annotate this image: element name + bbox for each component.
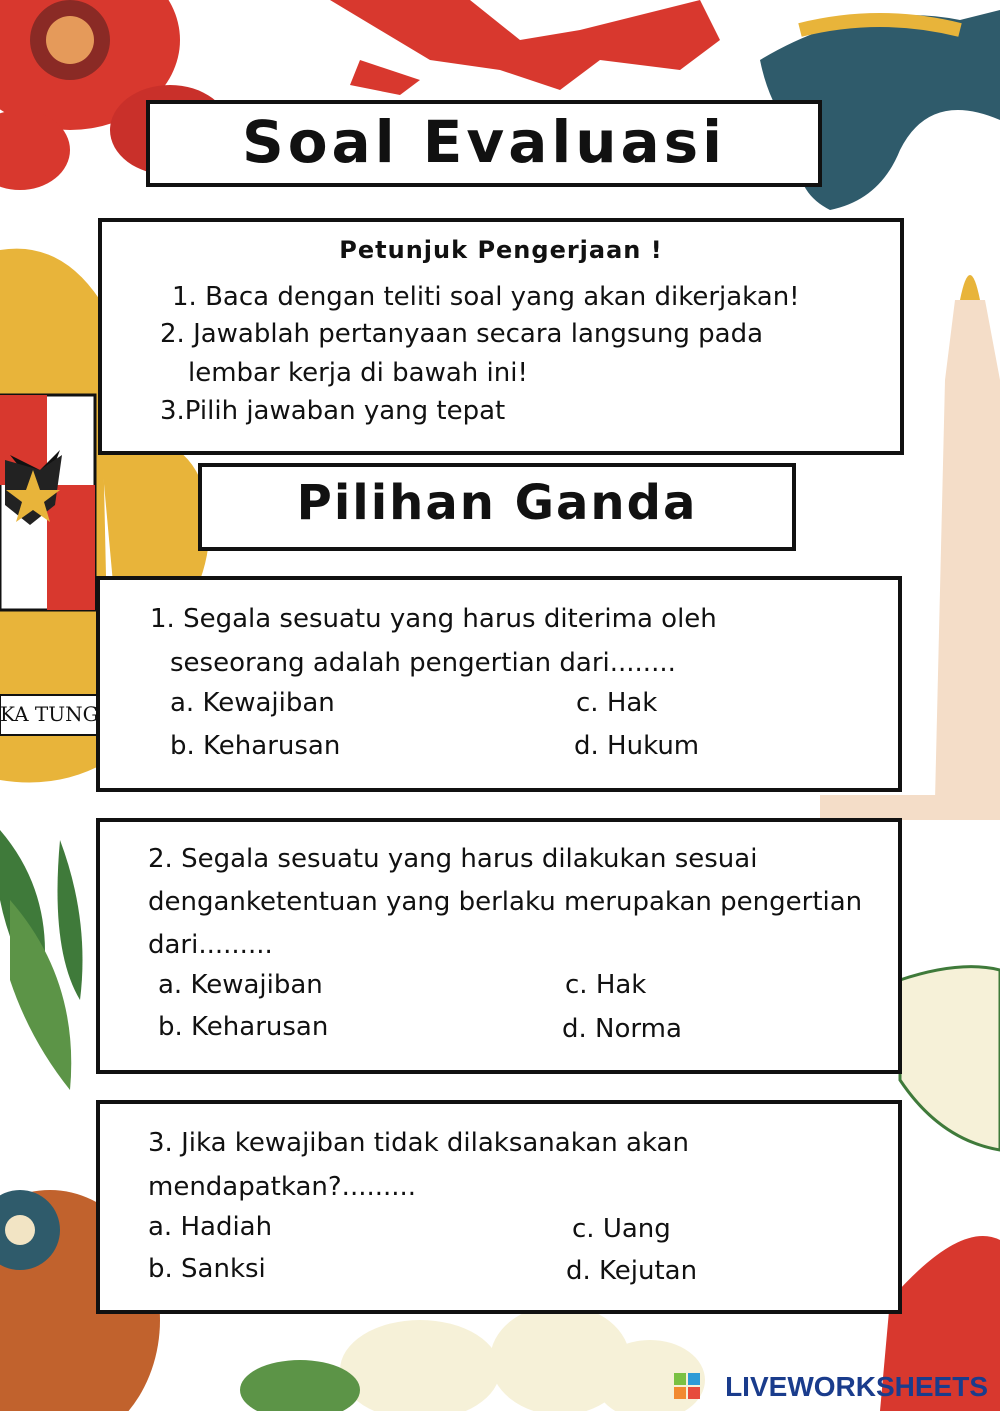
indonesia-map-icon [330, 0, 720, 95]
question-1-line-2: seseorang adalah pengertian dari........ [170, 648, 676, 678]
instruction-item-3: 3.Pilih jawaban yang tepat [160, 396, 506, 426]
page-title: Soal Evaluasi [241, 108, 727, 176]
question-3-option-c[interactable]: c. Uang [572, 1214, 671, 1244]
coat-of-arms-ribbon-text: KA TUNG [0, 702, 99, 726]
question-1-option-b[interactable]: b. Keharusan [170, 731, 341, 761]
section-title-box [198, 463, 796, 551]
instruction-item-2: 2. Jawablah pertanyaan secara langsung pada [160, 319, 764, 349]
instructions-box [98, 218, 904, 455]
section-title: Pilihan Ganda [296, 475, 698, 531]
question-1-option-c[interactable]: c. Hak [576, 688, 658, 718]
question-3-option-a[interactable]: a. Hadiah [148, 1212, 273, 1242]
instruction-item-2-cont: lembar kerja di bawah ini! [188, 358, 528, 388]
question-1-option-a[interactable]: a. Kewajiban [170, 688, 335, 718]
question-3-line-1: 3. Jika kewajiban tidak dilaksanakan akan [148, 1128, 689, 1158]
question-2-option-d[interactable]: d. Norma [562, 1014, 682, 1044]
question-2-option-b[interactable]: b. Keharusan [158, 1012, 329, 1042]
jasmine-flowers-icon [240, 1305, 705, 1411]
instruction-item-1: 1. Baca dengan teliti soal yang akan dikerjakan! [172, 282, 800, 312]
question-card-1 [96, 576, 902, 792]
question-1-line-1: 1. Segala sesuatu yang harus diterima oleh [150, 604, 717, 634]
instructions-heading: Petunjuk Pengerjaan ! [339, 236, 663, 264]
question-2-line-2: denganketentuan yang berlaku merupakan pengertian [148, 887, 863, 917]
leaves-icon [0, 830, 83, 1090]
title-box [146, 100, 822, 187]
question-3-option-d[interactable]: d. Kejutan [566, 1256, 698, 1286]
question-card-3 [96, 1100, 902, 1314]
question-2-line-3: dari......... [148, 930, 273, 960]
brand-logo[interactable]: LIVEWORKSHEETS [725, 1371, 988, 1402]
question-2-option-c[interactable]: c. Hak [565, 970, 647, 1000]
plant-right-icon [900, 967, 1000, 1150]
question-2-option-a[interactable]: a. Kewajiban [158, 970, 323, 1000]
liveworksheets-logo-icon [674, 1373, 700, 1399]
question-1-option-d[interactable]: d. Hukum [574, 731, 700, 761]
question-2-line-1: 2. Segala sesuatu yang harus dilakukan sesuai [148, 844, 758, 874]
question-3-option-b[interactable]: b. Sanksi [148, 1254, 266, 1284]
question-3-line-2: mendapatkan?......... [148, 1172, 417, 1202]
question-card-2 [96, 818, 902, 1074]
